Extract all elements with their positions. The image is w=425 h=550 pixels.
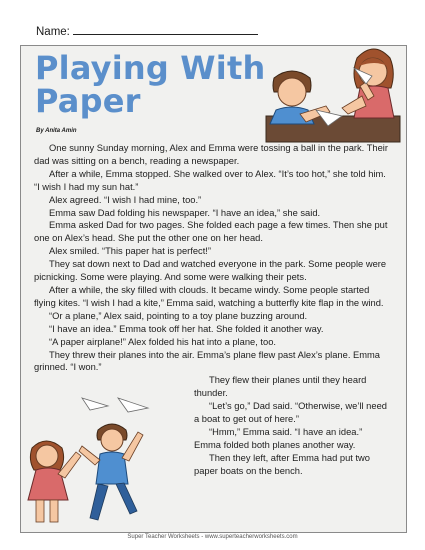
story-paragraph: Alex smiled. “This paper hat is perfect!” (49, 246, 212, 257)
story-paragraph: Emma saw Dad folding his newspaper. “I have an idea,” she said. (49, 207, 321, 218)
story-paragraph: They flew their planes until they heard thunder. (194, 375, 367, 399)
story-paragraph: “Or a plane,” Alex said, pointing to a toy plane buzzing around. (49, 310, 308, 321)
name-label: Name: (36, 26, 70, 38)
name-field (36, 24, 258, 38)
name-blank-line (73, 24, 258, 35)
story-paragraph: Emma asked Dad for two pages. She folded each page a few times. Then she put one on Alex’s head. She put the other one on her head. (34, 220, 388, 244)
story-paragraph: “Hmm,” Emma said. “I have an idea.” Emma folded both planes another way. (194, 426, 363, 450)
story-paragraph: After a while, Emma stopped. She walked over to Alex. “It’s too hot,” she told him. “I wish I had my sun hat.” (34, 168, 386, 192)
story-paragraph: Alex agreed. “I wish I had mine, too.” (49, 194, 202, 205)
story-paragraph: They sat down next to Dad and watched everyone in the park. Some people were picnicking. Some were playing. And some were walking their pets. (34, 259, 387, 283)
kids-folding-paper-illustration-icon (262, 38, 404, 148)
page-footer: Super Teacher Worksheets - www.superteacherworksheets.com (127, 534, 298, 540)
story-paragraph: Then they left, after Emma had put two paper boats on the bench. (194, 452, 371, 476)
story-paragraph: “A paper airplane!” Alex folded his hat into a plane, too. (49, 336, 276, 347)
story-title: Playing With Paper (35, 49, 266, 120)
story-paragraph: One sunny Sunday morning, Alex and Emma were tossing a ball in the park. Their dad was sitting on a bench, reading a newspaper. (34, 143, 388, 166)
story-paragraph: They threw their planes into the air. Emma’s plane flew past Alex’s plane. Emma grinned. “I won.” (34, 349, 381, 373)
kids-throwing-paper-planes-illustration-icon (22, 390, 192, 532)
author-byline: By Anita Amin (36, 128, 77, 134)
story-paragraph: After a while, the sky filled with clouds. It became windy. Some people started flying kites. “I wish I had a kite,” Emma said, watching a butterfly kite flap in the wind. (34, 284, 384, 308)
story-paragraph: “I have an idea.” Emma took off her hat. She folded it another way. (49, 323, 324, 334)
story-paragraph: “Let’s go,” Dad said. “Otherwise, we’ll need a boat to get out of here.” (194, 401, 387, 425)
